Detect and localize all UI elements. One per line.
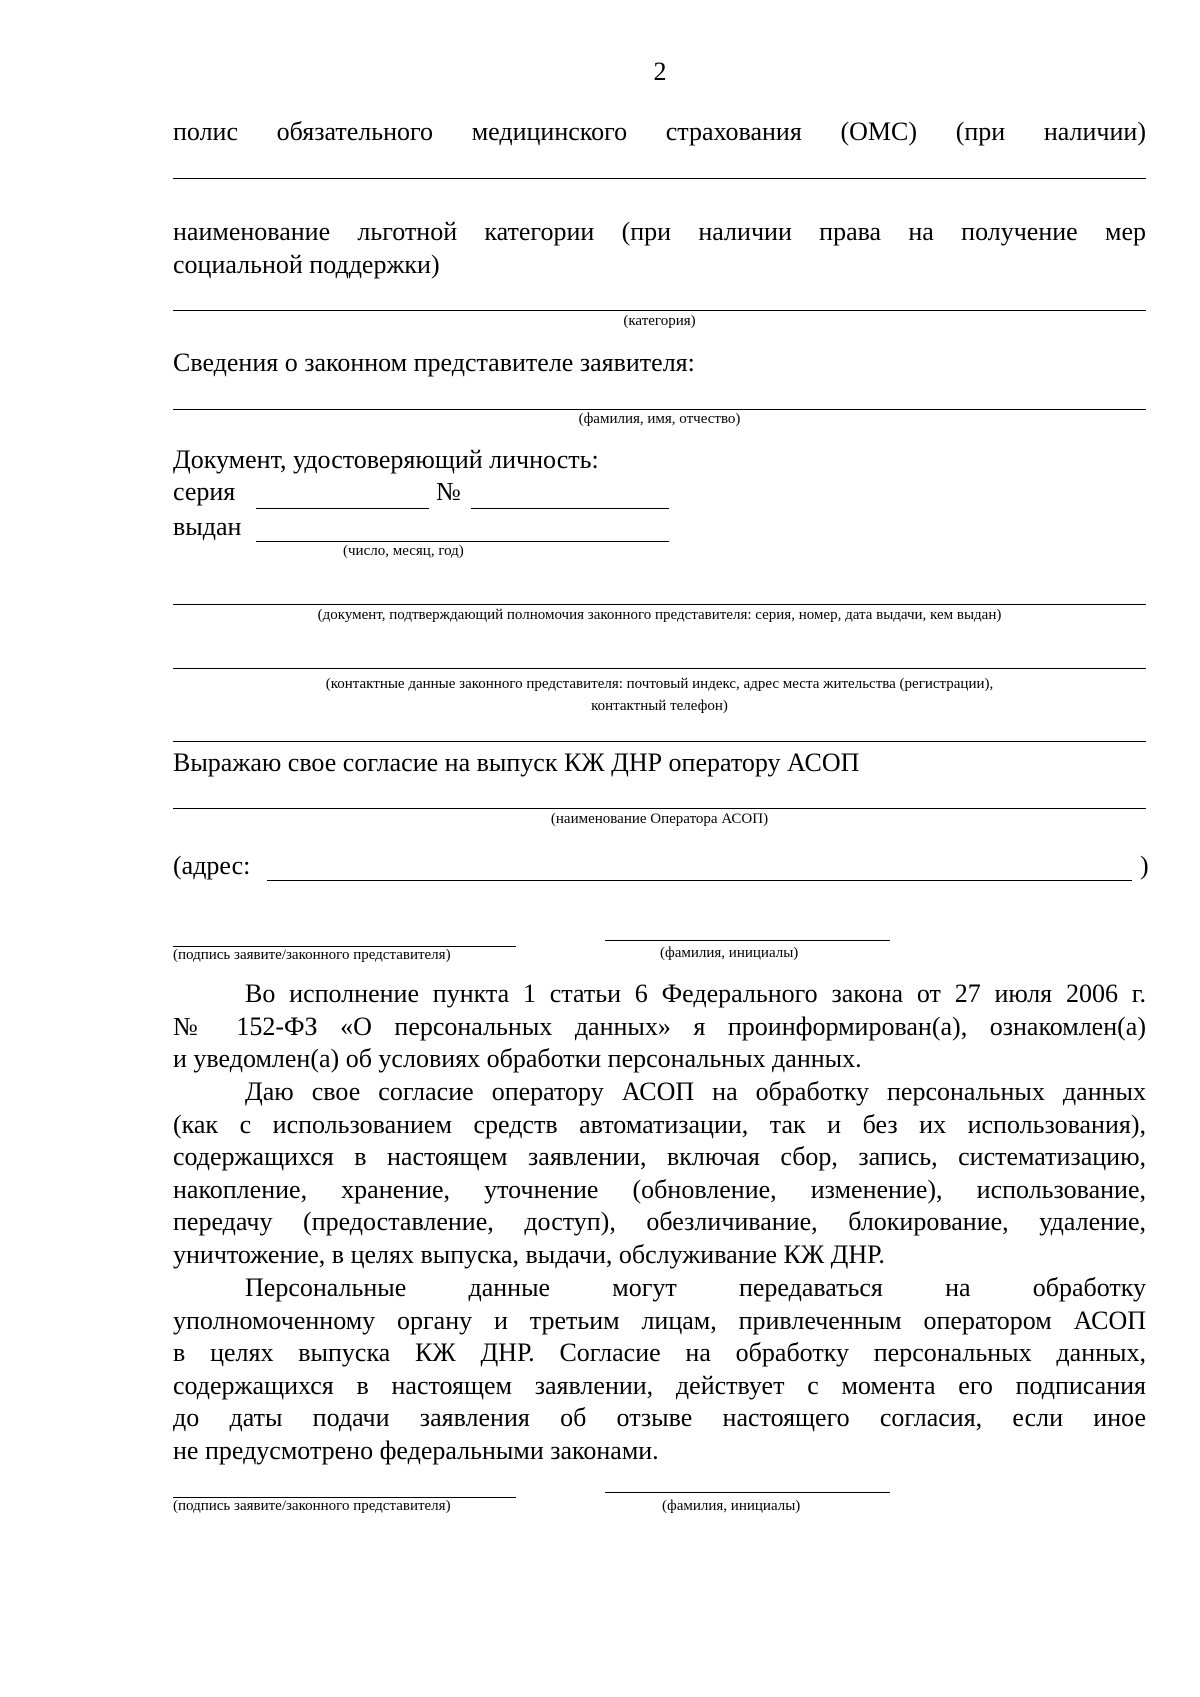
benefit-label-line1: наименование льготной категории (при наличии права на получение мер xyxy=(173,217,1146,246)
benefit-category-field[interactable] xyxy=(173,310,1146,311)
paragraph-3-line: не предусмотрено федеральными законами. xyxy=(173,1435,659,1465)
paragraph-2 xyxy=(173,1076,1146,1272)
representative-contacts-caption-line2: контактный телефон) xyxy=(591,698,728,714)
representative-contacts-field-2[interactable] xyxy=(173,741,1146,742)
representative-contacts-field[interactable] xyxy=(173,668,1146,669)
consent-issue-text: Выражаю свое согласие на выпуск КЖ ДНР оператору АСОП xyxy=(173,748,860,777)
oms-label: полис обязательного медицинского страхования (ОМС) (при наличии) xyxy=(173,117,1146,146)
paragraph-1 xyxy=(173,978,1146,1076)
number-field[interactable] xyxy=(471,508,669,509)
paragraph-3-line: уполномоченному органу и третьим лицам, привлеченным оператором АСОП xyxy=(173,1305,1146,1335)
paragraph-1-line: № 152-ФЗ «О персональных данных» я проинформирован(а), ознакомлен(а) xyxy=(173,1011,1146,1041)
paragraph-3-line: содержащихся в настоящем заявлении, действует с момента его подписания xyxy=(173,1370,1146,1400)
paragraph-2-line: уничтожение, в целях выпуска, выдачи, обслуживание КЖ ДНР. xyxy=(173,1239,885,1269)
representative-heading: Сведения о законном представителе заявителя: xyxy=(173,348,695,377)
name-initials-field-2[interactable] xyxy=(605,1492,890,1493)
operator-name-field[interactable] xyxy=(173,808,1146,809)
paragraph-2-line: Даю свое согласие оператору АСОП на обработку персональных данных xyxy=(245,1077,1146,1106)
oms-field[interactable] xyxy=(173,178,1146,179)
name-initials-caption-1: (фамилия, инициалы) xyxy=(660,945,799,961)
paragraph-2-line: накопление, хранение, уточнение (обновление, изменение), использование, xyxy=(173,1174,1146,1204)
benefit-category-caption: (категория) xyxy=(623,313,696,329)
page-number: 2 xyxy=(653,57,667,86)
authority-document-field[interactable] xyxy=(173,604,1146,605)
address-close: ) xyxy=(1140,851,1149,880)
operator-name-caption: (наименование Оператора АСОП) xyxy=(550,811,769,827)
address-field[interactable] xyxy=(267,880,1132,881)
paragraph-2-line: передачу (предоставление, доступ), обезличивание, блокирование, удаление, xyxy=(173,1207,1146,1237)
authority-document-caption: (документ, подтверждающий полномочия законного представителя: серия, номер, дата выдачи, кем выдан) xyxy=(317,607,1002,623)
name-initials-field-1[interactable] xyxy=(605,940,890,941)
series-field[interactable] xyxy=(256,508,429,509)
issued-label: выдан xyxy=(173,512,242,541)
paragraph-2-line: содержащихся в настоящем заявлении, включая сбор, запись, систематизацию, xyxy=(173,1142,1146,1172)
signature-caption-1: (подпись заявите/законного представителя) xyxy=(173,947,451,963)
paragraph-1-line: и уведомлен(а) об условиях обработки персональных данных. xyxy=(173,1044,862,1074)
representative-name-caption: (фамилия, имя, отчество) xyxy=(578,411,741,427)
signature-caption-2: (подпись заявите/законного представителя) xyxy=(173,1498,451,1514)
benefit-label-line2: социальной поддержки) xyxy=(173,250,440,279)
paragraph-2-line: (как с использованием средств автоматизации, так и без их использования), xyxy=(173,1109,1146,1139)
paragraph-3 xyxy=(173,1272,1146,1468)
paragraph-1-line: Во исполнение пункта 1 статьи 6 Федерального закона от 27 июля 2006 г. xyxy=(245,979,1146,1008)
paragraph-3-line: до даты подачи заявления об отзыве настоящего согласия, если иное xyxy=(173,1403,1146,1433)
name-initials-caption-2: (фамилия, инициалы) xyxy=(662,1498,801,1514)
paragraph-3-line: Персональные данные могут передаваться на обработку xyxy=(245,1273,1146,1302)
id-document-heading: Документ, удостоверяющий личность: xyxy=(173,445,599,474)
paragraph-3-line: в целях выпуска КЖ ДНР. Согласие на обработку персональных данных, xyxy=(173,1338,1146,1368)
issued-date-caption: (число, месяц, год) xyxy=(343,543,464,559)
series-label: серия xyxy=(173,477,236,506)
number-label: № xyxy=(436,477,461,506)
representative-contacts-caption-line1: (контактные данные законного представителя: почтовый индекс, адрес места жительства (регистрации), xyxy=(325,676,994,692)
address-label: (адрес: xyxy=(173,851,251,880)
